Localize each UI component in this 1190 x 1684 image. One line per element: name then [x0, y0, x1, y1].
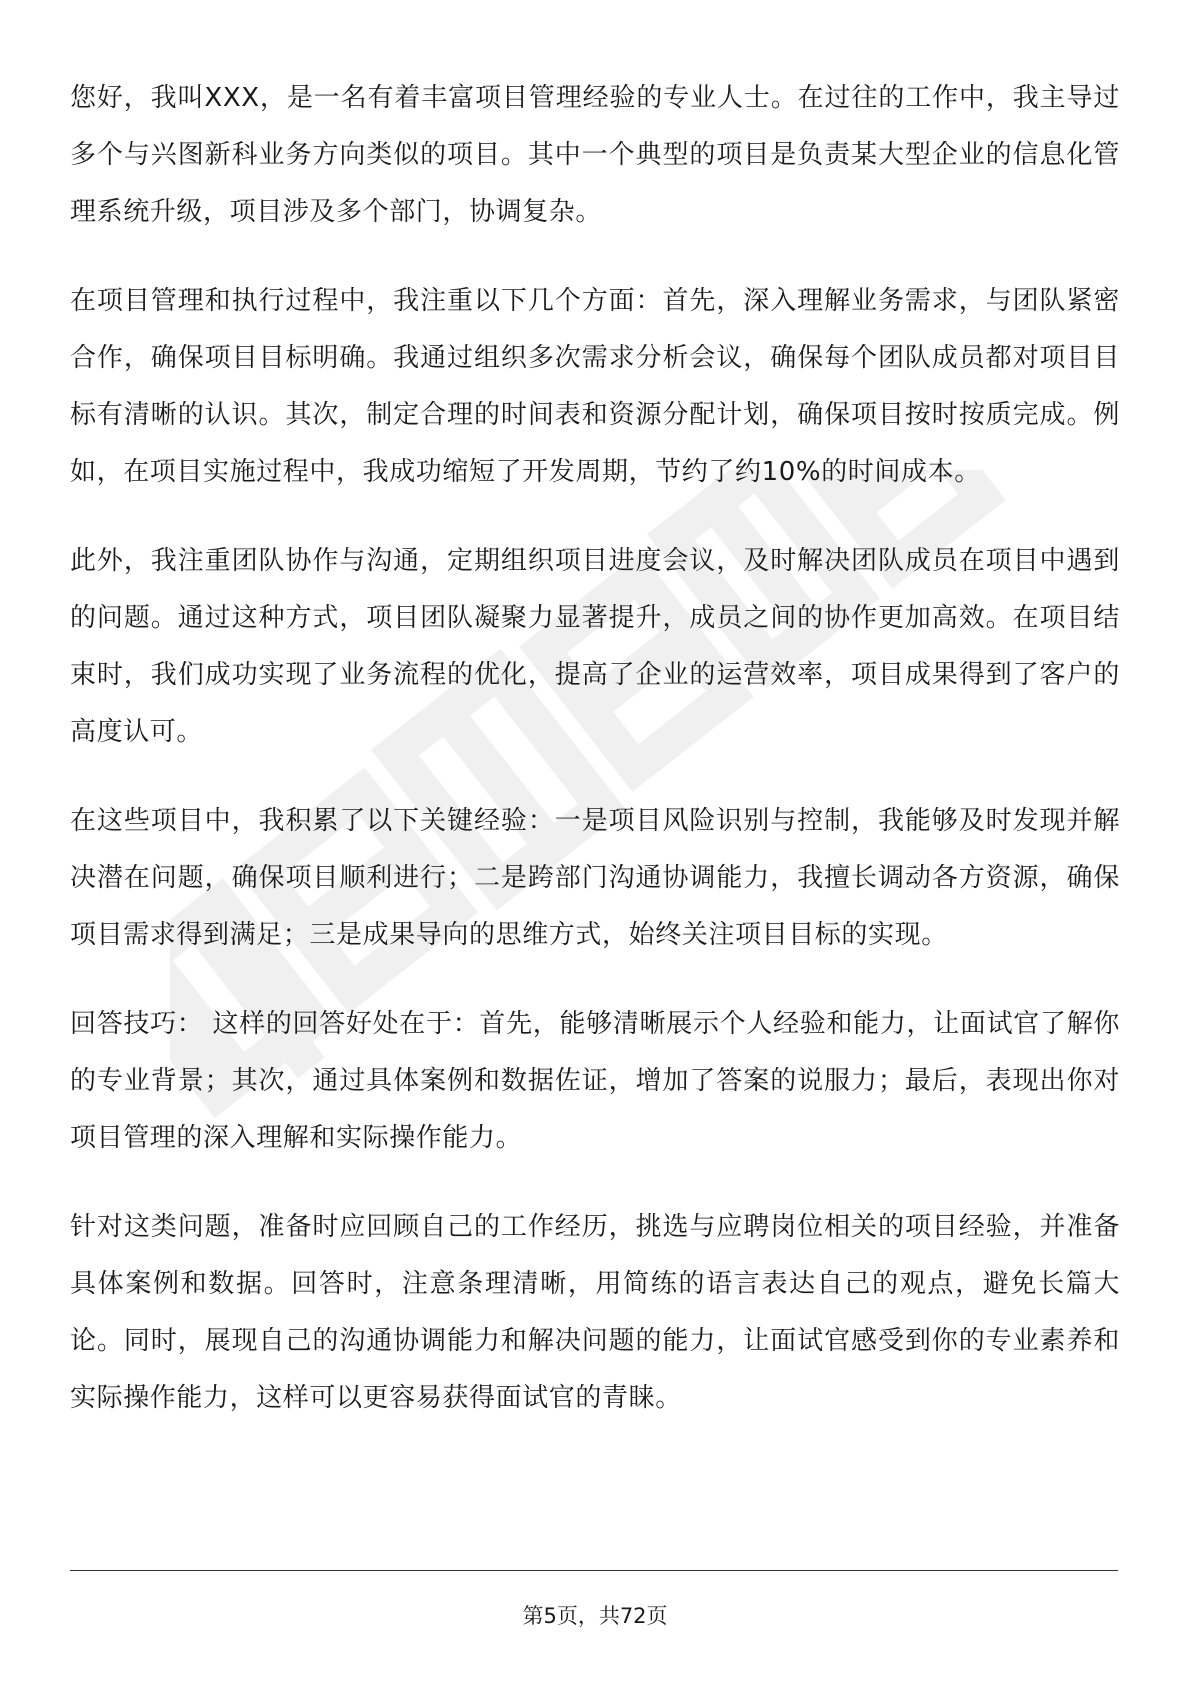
paragraph-team-collaboration: 此外，我注重团队协作与沟通，定期组织项目进度会议，及时解决团队成员在项目中遇到的问题。通过这种方式，项目团队凝聚力显著提升，成员之间的协作更加高效。在项目结束时，我们成功实现了业务流程的优化，提高了企业的运营效率，项目成果得到了客户的高度认可。: [70, 546, 1120, 747]
paragraph-management-approach: 在项目管理和执行过程中，我注重以下几个方面：首先，深入理解业务需求，与团队紧密合作，确保项目目标明确。我通过组织多次需求分析会议，确保每个团队成员都对项目目标有清晰的认识。其次，制定合理的时间表和资源分配计划，确保项目按时按质完成。例如，在项目实施过程中，我成功缩短了开发周期，节约了约10%的时间成本。: [70, 286, 1120, 487]
page-number: 第5页，共72页: [522, 1604, 668, 1628]
footer-divider: [70, 1570, 1118, 1571]
paragraph-answer-tips: 回答技巧： 这样的回答好处在于：首先，能够清晰展示个人经验和能力，让面试官了解你的专业背景；其次，通过具体案例和数据佐证，增加了答案的说服力；最后，表现出你对项目管理的深入理解和实际操作能力。: [70, 1009, 1120, 1153]
document-body: [70, 70, 1120, 1459]
paragraph-key-experience: 在这些项目中，我积累了以下关键经验：一是项目风险识别与控制，我能够及时发现并解决潜在问题，确保项目顺利进行；二是跨部门沟通协调能力，我擅长调动各方资源，确保项目需求得到满足；三是成果导向的思维方式，始终关注项目目标的实现。: [70, 806, 1120, 950]
paragraph-preparation-advice: 针对这类问题，准备时应回顾自己的工作经历，挑选与应聘岗位相关的项目经验，并准备具体案例和数据。回答时，注意条理清晰，用简练的语言表达自己的观点，避免长篇大论。同时，展现自己的沟通协调能力和解决问题的能力，让面试官感受到你的专业素养和实际操作能力，这样可以更容易获得面试官的青睐。: [70, 1212, 1120, 1413]
paragraph-introduction: 您好，我叫XXX，是一名有着丰富项目管理经验的专业人士。在过往的工作中，我主导过多个与兴图新科业务方向类似的项目。其中一个典型的项目是负责某大型企业的信息化管理系统升级，项目涉及多个部门，协调复杂。: [70, 83, 1120, 227]
